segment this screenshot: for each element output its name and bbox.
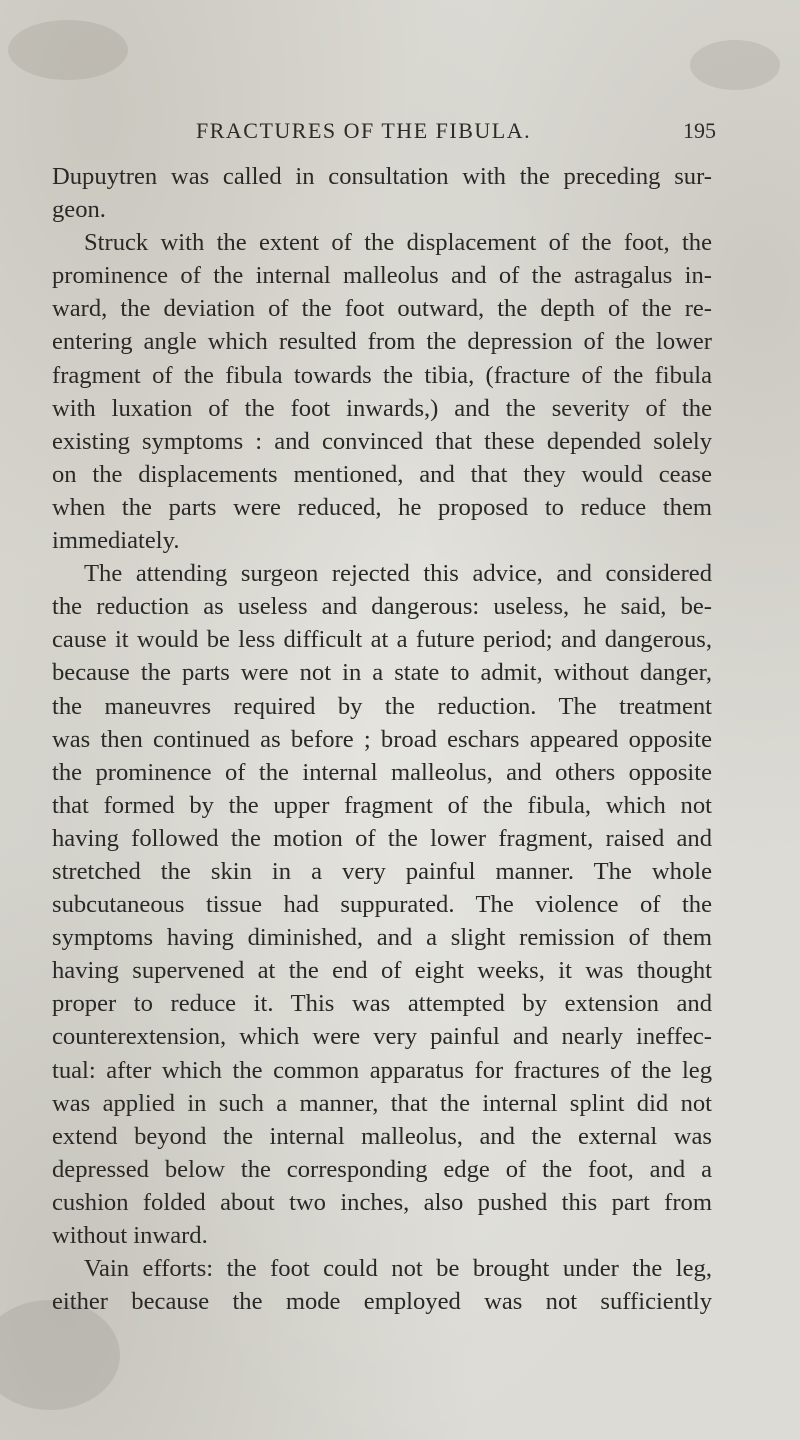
text-line: depressed below the corresponding edge of the foot, and a [52,1155,712,1183]
running-head [196,118,716,148]
text-line: subcutaneous tissue had suppurated. The violence of the [52,891,712,919]
text-line: the maneuvres required by the reduction. The treatment [52,692,712,720]
page-number: 195 [683,118,716,143]
text-line: either because the mode employed was not sufficiently [52,1288,712,1316]
text-line: extend beyond the internal malleolus, and the external was [52,1122,712,1150]
text-line: that formed by the upper fragment of the fibula, which not [52,791,712,819]
text-line: with luxation of the foot inwards,) and the severity of the [52,394,712,422]
text-line: existing symptoms : and convinced that these depended solely [52,427,712,455]
text-line: cushion folded about two inches, also pushed this part from [52,1188,712,1216]
text-line: the reduction as useless and dangerous: useless, he said, be- [52,593,712,621]
text-line: symptoms having diminished, and a slight remission of them [52,924,712,952]
running-title: FRACTURES OF THE FIBULA. [196,118,532,143]
text-line: on the displacements mentioned, and that they would cease [52,460,712,488]
text-line: geon. [52,196,106,224]
text-line: Vain efforts: the foot could not be brought under the leg, [84,1255,712,1283]
paragraph [52,160,712,226]
paragraph [52,557,712,1252]
text-line: Dupuytren was called in consultation with the preceding sur- [52,163,712,190]
text-line: counterextension, which were very painful and nearly ineffec- [52,1023,712,1051]
text-line: because the parts were not in a state to admit, without danger, [52,659,712,687]
text-line: ward, the deviation of the foot outward, the depth of the re- [52,295,712,323]
text-line: proper to reduce it. This was attempted by extension and [52,990,712,1018]
text-line: having followed the motion of the lower fragment, raised and [52,824,712,852]
paper-stain [8,20,128,80]
text-line: the prominence of the internal malleolus, and others opposite [52,758,712,786]
text-line: The attending surgeon rejected this advice, and considered [84,560,712,588]
text-line: entering angle which resulted from the depression of the lower [52,328,712,356]
text-line: immediately. [52,527,180,555]
text-line: having supervened at the end of eight weeks, it was thought [52,957,712,985]
text-line: when the parts were reduced, he proposed to reduce them [52,493,712,521]
text-line: stretched the skin in a very painful manner. The whole [52,857,712,885]
text-line: tual: after which the common apparatus for fractures of the leg [52,1056,712,1084]
text-line: prominence of the internal malleolus and of the astragalus in- [52,262,712,290]
text-line: cause it would be less difficult at a future period; and dangerous, [52,626,712,654]
paragraph [52,226,712,557]
text-line: fragment of the fibula towards the tibia, (fracture of the fibula [52,361,712,389]
text-line: was applied in such a manner, that the internal splint did not [52,1089,712,1117]
body-text [52,160,712,1318]
text-line: was then continued as before ; broad eschars appeared opposite [52,725,712,753]
paper-stain [690,40,780,90]
paragraph [52,1252,712,1318]
text-line: without inward. [52,1222,208,1249]
text-line: Struck with the extent of the displacement of the foot, the [84,229,712,257]
